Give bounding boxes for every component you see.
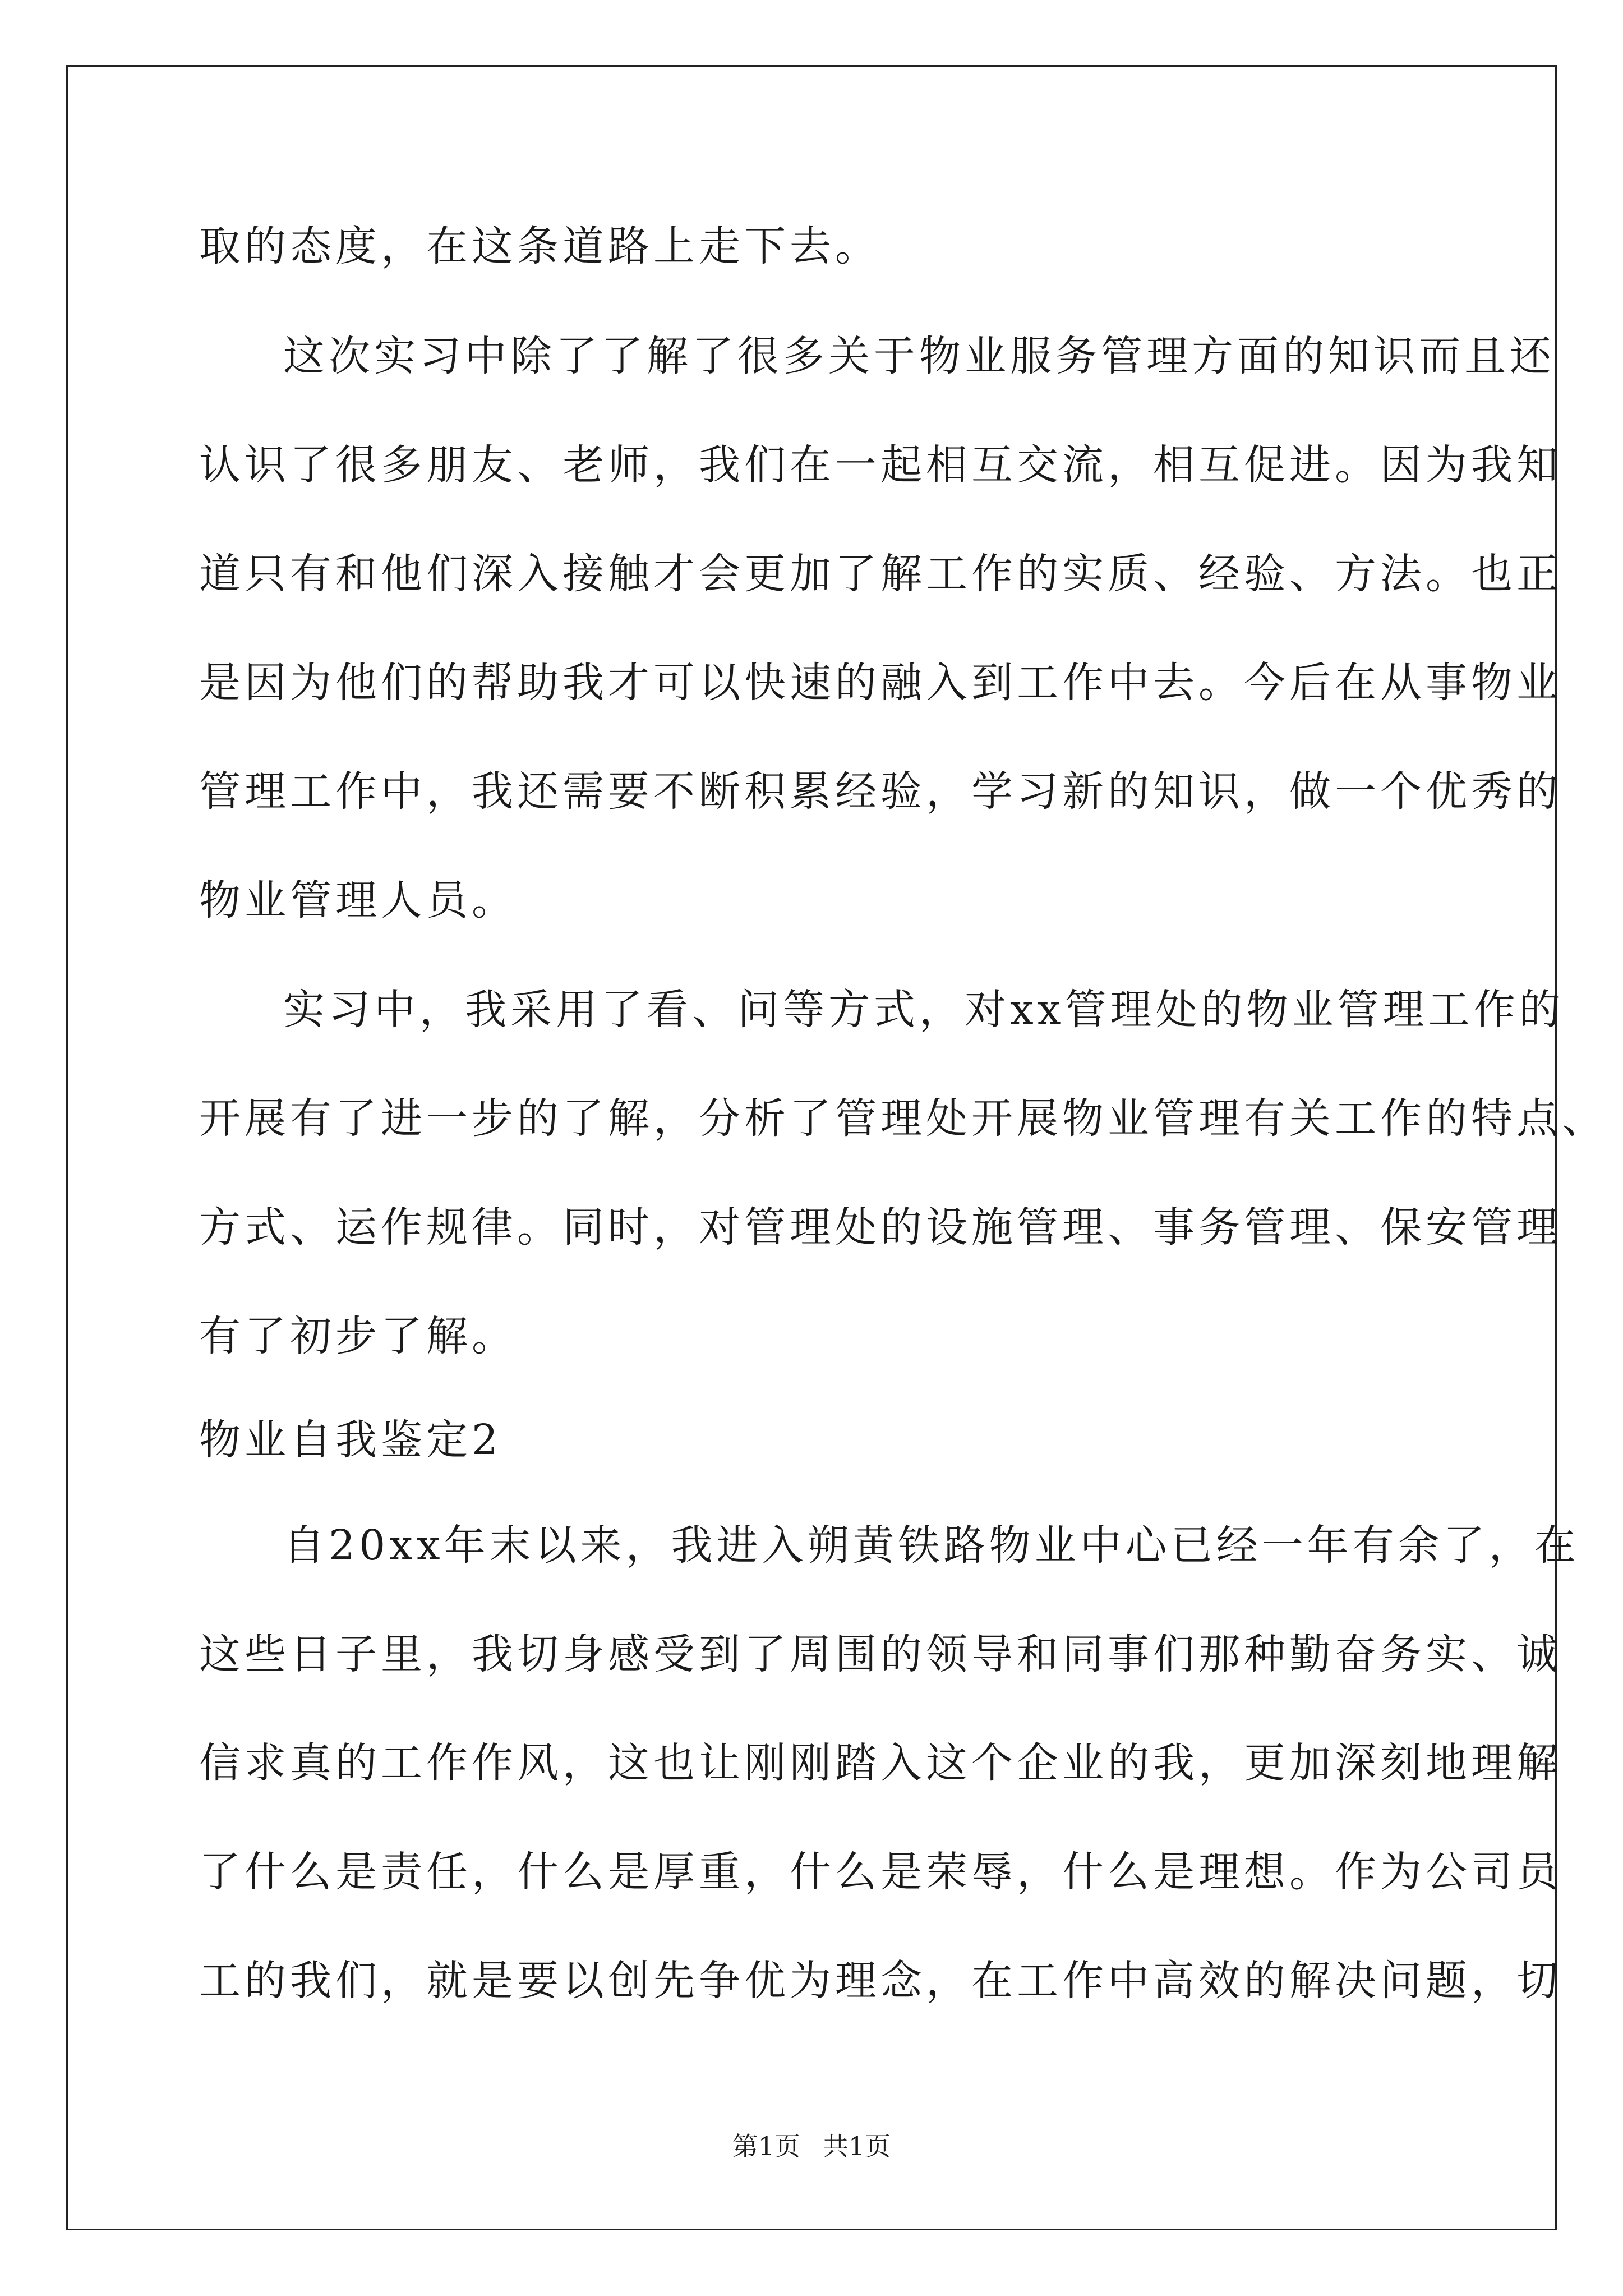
text-line: 认识了很多朋友、老师，我们在一起相互交流，相互促进。因为我知 [199, 441, 1562, 489]
text-line: 是因为他们的帮助我才可以快速的融入到工作中去。今后在从事物业 [199, 659, 1562, 707]
text-line: 管理工作中，我还需要不断积累经验，学习新的知识，做一个优秀的 [199, 767, 1562, 816]
section-heading: 物业自我鉴定2 [199, 1416, 502, 1464]
text-line: 信求真的工作作风，这也让刚刚踏入这个企业的我，更加深刻地理解 [199, 1739, 1562, 1787]
text-line: 这些日子里，我切身感受到了周围的领导和同事们那种勤奋务实、诚 [199, 1630, 1562, 1678]
text-line: 这次实习中除了了解了很多关于物业服务管理方面的知识而且还 [283, 332, 1555, 380]
page-footer [0, 2129, 1623, 2163]
text-line: 自20xx年末以来，我进入朔黄铁路物业中心已经一年有余了，在 [283, 1521, 1580, 1570]
page-total: 共1页 [823, 2131, 891, 2161]
page-number: 第1页 [732, 2131, 800, 2161]
text-line: 方式、运作规律。同时，对管理处的设施管理、事务管理、保安管理 [199, 1203, 1562, 1251]
text-line: 了什么是责任，什么是厚重，什么是荣辱，什么是理想。作为公司员 [199, 1848, 1562, 1896]
text-line: 有了初步了解。 [199, 1312, 517, 1360]
text-line: 物业管理人员。 [199, 876, 517, 924]
text-line: 道只有和他们深入接触才会更加了解工作的实质、经验、方法。也正 [199, 550, 1562, 598]
text-line: 开展有了进一步的了解，分析了管理处开展物业管理有关工作的特点、 [199, 1094, 1607, 1143]
text-line: 取的态度，在这条道路上走下去。 [199, 222, 880, 270]
text-line: 工的我们，就是要以创先争优为理念，在工作中高效的解决问题，切 [199, 1957, 1562, 2005]
text-line: 实习中，我采用了看、问等方式，对xx管理处的物业管理工作的 [283, 986, 1565, 1034]
